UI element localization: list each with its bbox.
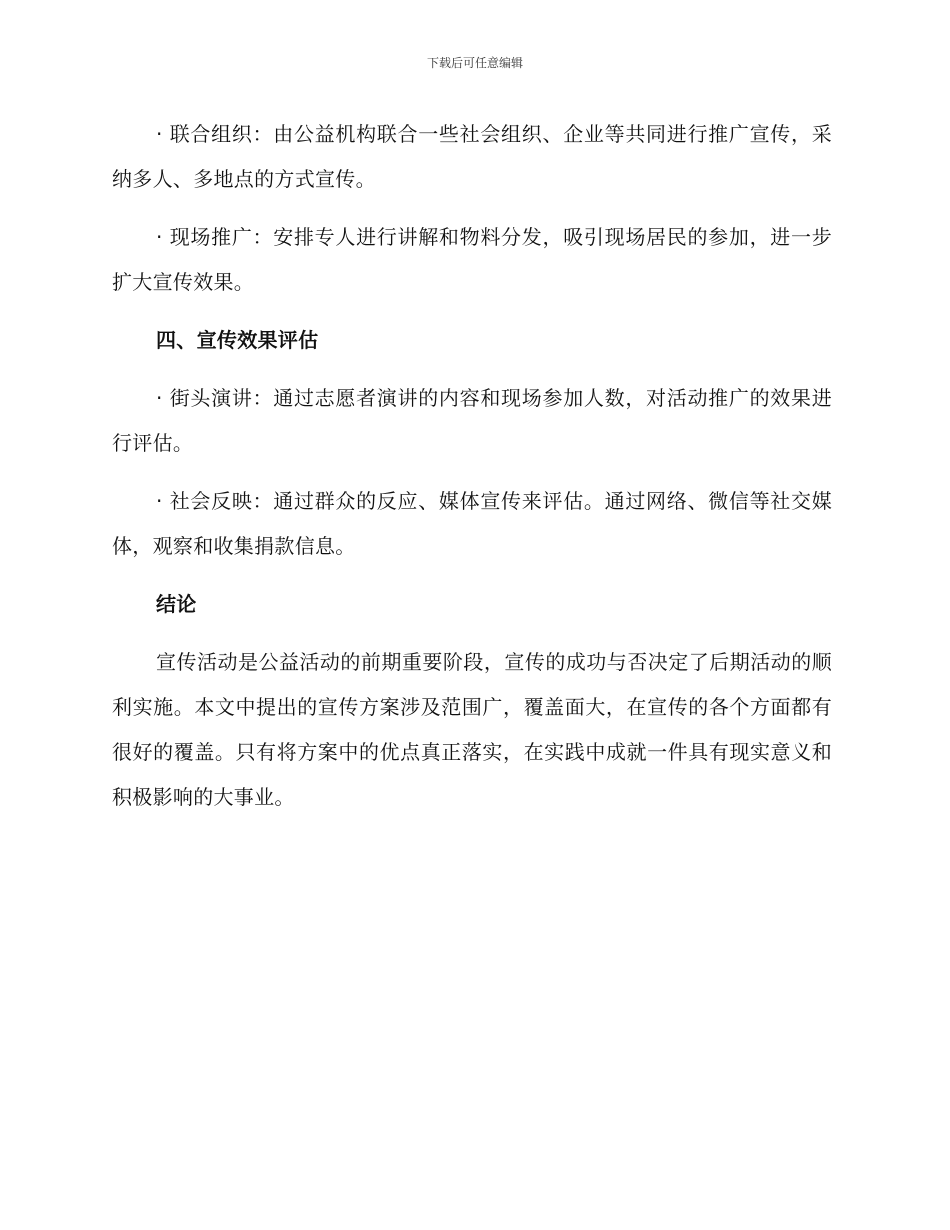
bullet-joint-organization: · 联合组织：由公益机构联合一些社会组织、企业等共同进行推广宣传，采纳多人、多地点的方式宣传。 [112, 122, 832, 191]
bullet-social-response: · 社会反映：通过群众的反应、媒体宣传来评估。通过网络、微信等社交媒体，观察和收集捐款信息。 [112, 489, 832, 558]
section-heading-evaluation: 四、宣传效果评估 [156, 328, 319, 352]
section-heading-conclusion: 结论 [156, 592, 197, 616]
page-header-note: 下载后可任意编辑 [426, 56, 523, 70]
bullet-onsite-promotion: · 现场推广：安排专人进行讲解和物料分发，吸引现场居民的参加，进一步扩大宣传效果。 [112, 225, 832, 294]
bullet-street-speech: · 街头演讲：通过志愿者演讲的内容和现场参加人数，对活动推广的效果进行评估。 [112, 386, 832, 455]
conclusion-paragraph: 宣传活动是公益活动的前期重要阶段，宣传的成功与否决定了后期活动的顺利实施。本文中提出的宣传方案涉及范围广，覆盖面大，在宣传的各个方面都有很好的覆盖。只有将方案中的优点真正落实，在实践中成就一件具有现实意义和积极影响的大事业。 [112, 650, 832, 809]
document-body [112, 112, 832, 833]
